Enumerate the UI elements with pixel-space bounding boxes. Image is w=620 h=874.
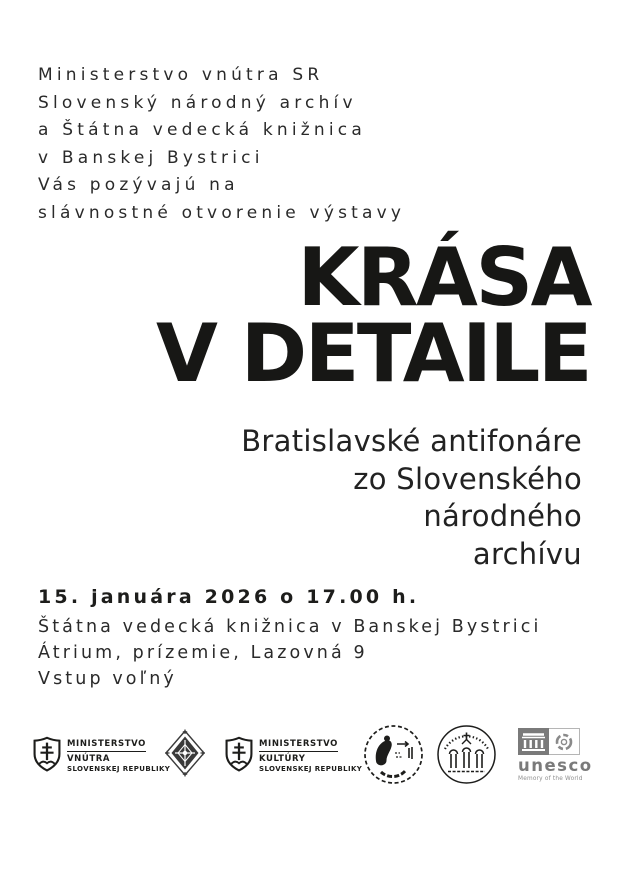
ministry-name: MINISTERSTVO	[259, 739, 338, 752]
event-venue: Štátna vedecká knižnica v Banskej Bystrici	[38, 617, 542, 637]
memory-of-world-emblem-icon	[549, 728, 580, 755]
subtitle-line: národného	[423, 499, 582, 533]
ministry-country: SLOVENSKEJ REPUBLIKY	[259, 765, 363, 773]
organizer-line: Slovenský národný archív	[38, 92, 357, 113]
invitation-line: slávnostné otvorenie výstavy	[38, 202, 406, 223]
invitation-line: Vás pozývajú na	[38, 175, 239, 195]
slovak-coat-of-arms-icon	[33, 736, 61, 776]
scribe-seal-icon	[362, 723, 425, 786]
organizer-line: v Banskej Bystrici	[38, 147, 264, 168]
exhibition-title	[156, 231, 590, 400]
title-line-2: V DETAILE	[156, 307, 590, 400]
unesco-logo	[518, 728, 593, 782]
event-date: 15. januára 2026 o 17.00 h.	[38, 586, 420, 608]
subtitle-line: archívu	[472, 536, 582, 571]
organizers-block	[38, 62, 366, 172]
subtitle-line: Bratislavské antifonáre	[241, 424, 582, 458]
library-seal-icon	[435, 723, 498, 786]
title-line-1: KRÁSA	[297, 231, 590, 324]
event-admission: Vstup voľný	[38, 669, 177, 689]
logos-row	[0, 722, 620, 794]
invitation-block	[38, 172, 405, 227]
ministry-branch: VNÚTRA	[67, 754, 111, 764]
unesco-program-label: Memory of the World	[518, 776, 583, 782]
event-details	[38, 584, 541, 692]
ministry-of-culture-text	[259, 739, 362, 773]
unesco-wordmark: unesco	[518, 756, 593, 775]
organizer-line: a Štátna vedecká knižnica	[38, 120, 366, 140]
subtitle-line: zo Slovenského	[353, 461, 582, 496]
ministry-name: MINISTERSTVO	[67, 739, 146, 752]
ministry-of-culture-logo	[225, 736, 362, 776]
unesco-emblems	[518, 728, 593, 755]
unesco-temple-icon	[518, 728, 549, 755]
ministry-of-interior-text	[67, 739, 170, 773]
event-address: Átrium, prízemie, Lazovná 9	[38, 643, 368, 663]
organizer-line: Ministerstvo vnútra SR	[38, 65, 324, 85]
ministry-branch: KULTÚRY	[259, 754, 306, 764]
ministry-country: SLOVENSKEJ REPUBLIKY	[67, 765, 171, 773]
archive-ornament-icon	[163, 728, 207, 778]
ministry-of-interior-logo	[33, 736, 170, 776]
exhibition-subtitle	[241, 423, 582, 573]
slovak-coat-of-arms-icon	[225, 736, 253, 776]
